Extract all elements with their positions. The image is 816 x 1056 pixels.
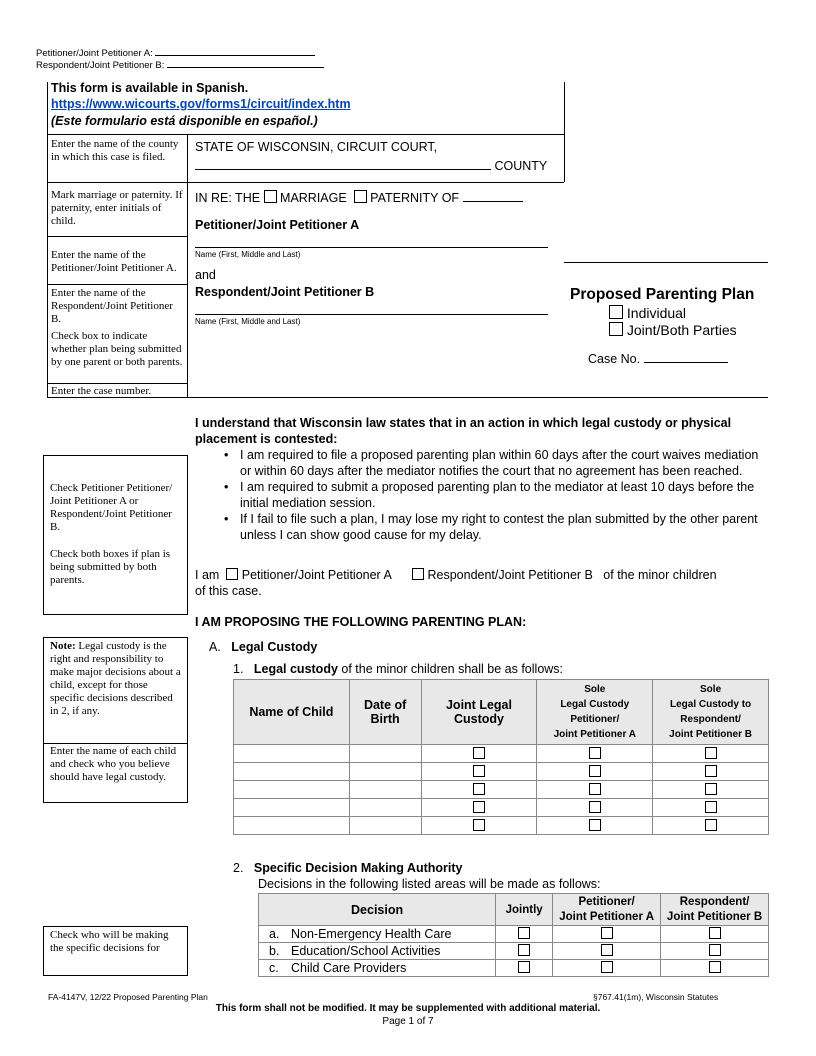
- child-dob-cell[interactable]: [349, 763, 421, 781]
- section-letter: A.: [209, 640, 221, 654]
- petitioner-name-hint: Name (First, Middle and Last): [195, 250, 301, 259]
- decisions-table: [258, 893, 769, 977]
- joint-checkbox[interactable]: [473, 765, 485, 777]
- decision-cell: [259, 960, 496, 977]
- section-title: Legal Custody: [231, 640, 318, 654]
- petitioner-name-input[interactable]: [195, 247, 548, 248]
- table-row: [259, 960, 769, 977]
- table-row: [234, 745, 769, 763]
- sole-pet-cell: [537, 799, 653, 817]
- decisions-num: 2.: [233, 861, 244, 875]
- frame-hline-5: [47, 383, 187, 384]
- table-row: [234, 763, 769, 781]
- col-joint-legal-custody: Joint Legal Custody: [421, 680, 537, 745]
- petitioner-checkbox[interactable]: [601, 927, 613, 939]
- sole-resp-cell: [653, 763, 769, 781]
- col-sole-resp-line: Joint Petitioner B: [669, 729, 752, 740]
- item-bold: Legal custody: [253, 662, 338, 676]
- i-am-label: I am: [195, 568, 220, 582]
- joint-label: Joint/Both Parties: [626, 322, 737, 338]
- form-title: Proposed Parenting Plan: [570, 286, 755, 303]
- respondent-cell: [661, 960, 769, 977]
- child-dob-cell[interactable]: [349, 817, 421, 835]
- decisions-title: Specific Decision Making Authority: [253, 861, 463, 875]
- rules-list: [220, 447, 760, 543]
- understand-heading: I understand that Wisconsin law states that in an action in which legal custody or physical placement is contested:: [195, 416, 732, 446]
- note-decisions: Check who will be making the specific decisions for: [50, 929, 169, 954]
- respondent-name-input[interactable]: [195, 314, 548, 315]
- i-am-petitioner-checkbox[interactable]: [226, 568, 238, 580]
- respondent-checkbox[interactable]: [709, 961, 721, 973]
- col-petitioner: [553, 894, 661, 926]
- i-am-respondent-label: Respondent/Joint Petitioner B: [427, 568, 593, 582]
- frame-hline-1: [47, 134, 564, 135]
- col-sole-resp-line: Sole: [700, 684, 722, 695]
- respondent-name-hint: Name (First, Middle and Last): [195, 317, 301, 326]
- decision-cell: [259, 943, 496, 960]
- decisions-header-row: [259, 894, 769, 926]
- sole-respondent-checkbox[interactable]: [705, 819, 717, 831]
- sole-respondent-checkbox[interactable]: [705, 783, 717, 795]
- legal-custody-item: [233, 662, 563, 676]
- col-name-of-child: Name of Child: [234, 680, 350, 745]
- child-dob-cell[interactable]: [349, 799, 421, 817]
- col-sole-pet-line: Joint Petitioner A: [553, 729, 636, 740]
- sole-petitioner-checkbox[interactable]: [589, 783, 601, 795]
- joint-cell: [421, 799, 537, 817]
- sole-resp-cell: [653, 745, 769, 763]
- note-respondent: Enter the name of the Respondent/Joint Petitioner B.: [51, 287, 173, 325]
- decision-label: Education/School Activities: [291, 944, 441, 958]
- custody-table: [233, 679, 769, 835]
- child-dob-cell[interactable]: [349, 781, 421, 799]
- joint-cell: [421, 817, 537, 835]
- spanish-form-link[interactable]: https://www.wicourts.gov/forms1/circuit/index.htm: [51, 97, 351, 111]
- petitioner-cell: [553, 960, 661, 977]
- frame-hline-2: [47, 182, 564, 183]
- joint-cell: [421, 745, 537, 763]
- i-am-petitioner-label: Petitioner/Joint Petitioner A: [241, 568, 392, 582]
- col-sole-resp-line: Legal Custody to: [670, 699, 752, 710]
- table-row: [259, 943, 769, 960]
- table-row: [259, 926, 769, 943]
- respondent-header-line[interactable]: [167, 67, 324, 68]
- rule-item: • If I fail to file such a plan, I may lose my right to contest the plan submitted by the other parent unless I can show good cause for my delay.: [220, 511, 760, 543]
- sole-respondent-checkbox[interactable]: [705, 765, 717, 777]
- frame-left-line: [47, 82, 48, 398]
- sole-respondent-checkbox[interactable]: [705, 747, 717, 759]
- petitioner-checkbox[interactable]: [601, 961, 613, 973]
- note-case-number: Enter the case number.: [51, 385, 152, 397]
- joint-cell: [421, 781, 537, 799]
- item-rest: of the minor children shall be as follows:: [337, 662, 564, 676]
- child-name-cell[interactable]: [234, 781, 350, 799]
- col-pet-line: Joint Petitioner A: [559, 910, 654, 923]
- legal-custody-heading: [209, 640, 317, 654]
- joint-cell: [421, 763, 537, 781]
- i-am-tail2: of this case.: [195, 584, 262, 598]
- spanish-notice: This form is available in Spanish.: [51, 81, 249, 95]
- sole-pet-cell: [537, 745, 653, 763]
- table-row: [234, 781, 769, 799]
- footer-form-id: FA-4147V, 12/22 Proposed Parenting Plan: [48, 992, 208, 1002]
- note-checkbox: Check box to indicate whether plan being submitted by one parent or both parents.: [51, 330, 183, 368]
- footer-page-number: Page 1 of 7: [382, 1016, 434, 1027]
- col-jointly: Jointly: [496, 894, 553, 926]
- note-county: Enter the name of the county in which this case is filed.: [51, 138, 179, 163]
- proposing-heading: I AM PROPOSING THE FOLLOWING PARENTING PLAN:: [195, 615, 527, 629]
- frame-hline-right: [564, 262, 768, 263]
- table-row: [234, 817, 769, 835]
- respondent-checkbox[interactable]: [709, 944, 721, 956]
- sole-petitioner-checkbox[interactable]: [589, 819, 601, 831]
- col-resp-line: Respondent/: [679, 895, 750, 908]
- note-marriage: Mark marriage or paternity. If paternity, enter initials of child.: [51, 189, 183, 227]
- note-petitioner: Enter the name of the Petitioner/Joint Petitioner A.: [51, 249, 177, 274]
- joint-checkbox[interactable]: [473, 801, 485, 813]
- child-initials-input[interactable]: [463, 201, 523, 202]
- respondent-checkbox[interactable]: [709, 927, 721, 939]
- joint-checkbox[interactable]: [473, 819, 485, 831]
- sole-respondent-checkbox[interactable]: [705, 801, 717, 813]
- side-box-custody-divider: [43, 743, 188, 744]
- joint-checkbox[interactable]: [473, 783, 485, 795]
- individual-checkbox[interactable]: [609, 305, 623, 319]
- footer-notice: This form shall not be modified. It may be supplemented with additional material.: [215, 1003, 601, 1014]
- note-text: Legal custody is the right and responsibility to make major decisions about a child, except for those specific decisions described in 2, if any.: [50, 640, 181, 717]
- joint-checkbox[interactable]: [609, 322, 623, 336]
- table-row: [234, 799, 769, 817]
- rule-item: • I am required to file a proposed parenting plan within 60 days after the court waives mediation or within 60 days after the mediator notifies the court that no agreement has been reached.: [220, 447, 760, 479]
- case-no: [588, 351, 728, 366]
- col-respondent: [661, 894, 769, 926]
- note-legal-custody: [50, 640, 184, 718]
- footer-statute: §767.41(1m), Wisconsin Statutes: [593, 992, 719, 1002]
- and-label: and: [195, 268, 216, 282]
- in-re-line: [195, 190, 523, 205]
- in-re-label: IN RE: THE: [195, 191, 261, 205]
- note-check-party: Check Petitioner Petitioner/ Joint Petitioner A or Respondent/Joint Petitioner B.: [50, 482, 173, 533]
- case-no-label: Case No.: [588, 352, 641, 366]
- frame-hline-4: [47, 284, 187, 285]
- petitioner-header: [36, 48, 315, 59]
- child-dob-cell[interactable]: [349, 745, 421, 763]
- frame-col-divider: [187, 134, 188, 398]
- decision-letter: b.: [269, 944, 280, 958]
- note-label: Note:: [50, 640, 76, 652]
- col-sole-resp-line: Respondent/: [680, 714, 741, 725]
- sole-pet-cell: [537, 763, 653, 781]
- court-title: STATE OF WISCONSIN, CIRCUIT COURT,: [195, 140, 438, 154]
- county-label: COUNTY: [494, 159, 548, 173]
- col-pet-line: Petitioner/: [578, 895, 635, 908]
- decision-cell: [259, 926, 496, 943]
- col-date-of-birth: Date of Birth: [349, 680, 421, 745]
- decisions-heading: [233, 861, 462, 875]
- sole-petitioner-checkbox[interactable]: [589, 765, 601, 777]
- spanish-notice-es: (Este formulario está disponible en español.): [51, 114, 318, 128]
- decision-label: Non-Emergency Health Care: [291, 927, 452, 941]
- marriage-label: MARRIAGE: [280, 191, 347, 205]
- paternity-checkbox[interactable]: [354, 190, 367, 203]
- col-sole-respondent: [653, 680, 769, 745]
- i-am-respondent-checkbox[interactable]: [412, 568, 424, 580]
- option-joint: [609, 322, 737, 338]
- jointly-checkbox[interactable]: [518, 927, 530, 939]
- sole-resp-cell: [653, 817, 769, 835]
- sole-resp-cell: [653, 799, 769, 817]
- county-line: [195, 157, 547, 173]
- col-sole-pet-line: Legal Custody: [560, 699, 630, 710]
- respondent-cell: [661, 926, 769, 943]
- paternity-label: PATERNITY OF: [370, 191, 460, 205]
- jointly-cell: [496, 926, 553, 943]
- petitioner-checkbox[interactable]: [601, 944, 613, 956]
- decision-letter: c.: [269, 961, 279, 975]
- option-individual: [609, 305, 686, 321]
- joint-checkbox[interactable]: [473, 747, 485, 759]
- child-name-cell[interactable]: [234, 799, 350, 817]
- sole-petitioner-checkbox[interactable]: [589, 747, 601, 759]
- jointly-cell: [496, 960, 553, 977]
- petitioner-header-label: Petitioner/Joint Petitioner A:: [36, 48, 153, 59]
- note-enter-children: Enter the name of each child and check who you believe should have legal custody.: [50, 745, 177, 783]
- petitioner-cell: [553, 943, 661, 960]
- frame-right-line: [564, 82, 565, 182]
- item-num: 1.: [233, 662, 244, 676]
- rule-item: • I am required to submit a proposed parenting plan to the mediator at least 10 days before the initial mediation session.: [220, 479, 760, 511]
- respondent-header-label: Respondent/Joint Petitioner B:: [36, 60, 165, 71]
- jointly-checkbox[interactable]: [518, 944, 530, 956]
- i-am-line: [195, 567, 765, 599]
- marriage-checkbox[interactable]: [264, 190, 277, 203]
- respondent-cell: [661, 943, 769, 960]
- sole-petitioner-checkbox[interactable]: [589, 801, 601, 813]
- custody-header-row: [234, 680, 769, 745]
- county-input[interactable]: [195, 157, 491, 170]
- col-sole-pet-line: Sole: [584, 684, 606, 695]
- frame-hline-3: [47, 236, 187, 237]
- col-resp-line: Joint Petitioner B: [666, 910, 763, 923]
- respondent-header: [36, 60, 324, 71]
- respondent-caption: Respondent/Joint Petitioner B: [195, 285, 375, 299]
- sole-pet-cell: [537, 781, 653, 799]
- case-no-input[interactable]: [644, 351, 728, 363]
- decision-letter: a.: [269, 927, 280, 941]
- individual-label: Individual: [626, 305, 687, 321]
- child-name-cell[interactable]: [234, 745, 350, 763]
- sole-pet-cell: [537, 817, 653, 835]
- jointly-cell: [496, 943, 553, 960]
- sole-resp-cell: [653, 781, 769, 799]
- col-sole-petitioner: [537, 680, 653, 745]
- decision-label: Child Care Providers: [291, 961, 407, 975]
- note-check-both: Check both boxes if plan is being submitted by both parents.: [50, 548, 171, 586]
- petitioner-header-line[interactable]: [155, 55, 315, 56]
- child-name-cell[interactable]: [234, 817, 350, 835]
- col-sole-pet-line: Petitioner/: [570, 714, 620, 725]
- petitioner-caption: Petitioner/Joint Petitioner A: [195, 218, 360, 232]
- decisions-subtitle: Decisions in the following listed areas will be made as follows:: [258, 877, 601, 891]
- col-decision: Decision: [259, 894, 496, 926]
- petitioner-cell: [553, 926, 661, 943]
- child-name-cell[interactable]: [234, 763, 350, 781]
- side-box-understand: [43, 455, 188, 615]
- i-am-tail: of the minor children: [603, 568, 717, 582]
- jointly-checkbox[interactable]: [518, 961, 530, 973]
